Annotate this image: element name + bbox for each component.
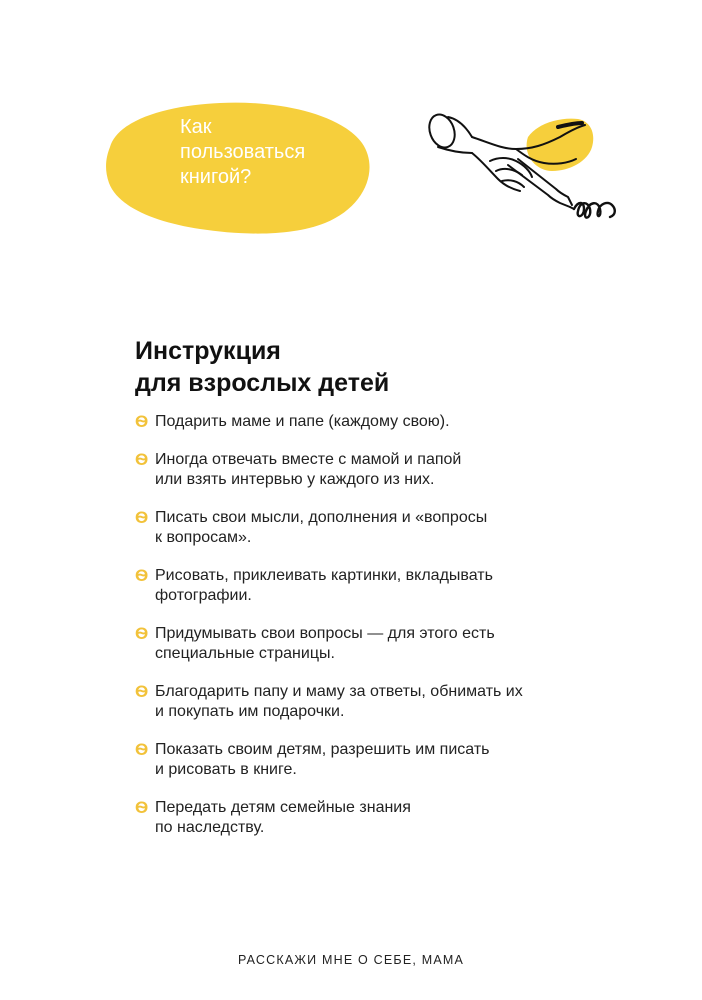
illustration-pen (508, 165, 570, 207)
illustration-sleeve (448, 117, 472, 137)
list-item-text: к вопросам». (155, 529, 252, 546)
illustration-squiggle (574, 203, 615, 218)
list-item-text: и рисовать в книге. (155, 761, 297, 778)
list-item (135, 682, 595, 722)
list-item-text: и покупать им подарочки. (155, 703, 345, 720)
bullet-icon: Ѳ (135, 682, 149, 701)
list-item-text: Иногда отвечать вместе с мамой и папой (155, 451, 462, 468)
heading-line: для взрослых детей (135, 369, 390, 397)
bullet-icon: Ѳ (135, 412, 149, 431)
blob-title-line: пользоваться (180, 141, 306, 163)
list-item (135, 508, 595, 548)
list-item-text: специальные страницы. (155, 645, 335, 662)
hand-holding-pen-icon (420, 105, 630, 235)
bullet-icon: Ѳ (135, 740, 149, 759)
list-item (135, 450, 595, 490)
blob-title-line: Как (180, 116, 212, 138)
bullet-icon: Ѳ (135, 508, 149, 527)
bullet-icon: Ѳ (135, 450, 149, 469)
list-item-text: или взять интервью у каждого из них. (155, 471, 435, 488)
list-item (135, 798, 595, 838)
heading-line: Инструкция (135, 337, 281, 365)
list-item-text: Передать детям семейные знания (155, 799, 411, 816)
illustration-sleeve (438, 147, 472, 153)
bullet-icon: Ѳ (135, 798, 149, 817)
list-item-text: Благодарить папу и маму за ответы, обнимать их (155, 683, 523, 700)
page-footer: РАССКАЖИ МНЕ О СЕБЕ, МАМА (237, 953, 465, 967)
bullet-icon: Ѳ (135, 624, 149, 643)
list-item-text: по наследству. (155, 819, 265, 836)
list-item-text: Подарить маме и папе (каждому свою). (155, 413, 450, 430)
list-item (135, 566, 595, 606)
list-item (135, 740, 595, 780)
instruction-list (135, 412, 595, 856)
list-item (135, 624, 595, 664)
blob-title (180, 115, 305, 190)
bullet-icon: Ѳ (135, 566, 149, 585)
list-item-text: Писать свои мысли, дополнения и «вопросы (155, 509, 488, 526)
instruction-heading (135, 335, 389, 399)
blob-title-line: книгой? (180, 166, 252, 188)
list-item-text: фотографии. (155, 587, 252, 604)
list-item-text: Показать своим детям, разрешить им писать (155, 741, 490, 758)
list-item-text: Рисовать, приклеивать картинки, вкладывать (155, 567, 493, 584)
illustration-cuff (425, 111, 459, 151)
list-item-text: Придумывать свои вопросы — для этого есть (155, 625, 495, 642)
list-item (135, 412, 595, 432)
